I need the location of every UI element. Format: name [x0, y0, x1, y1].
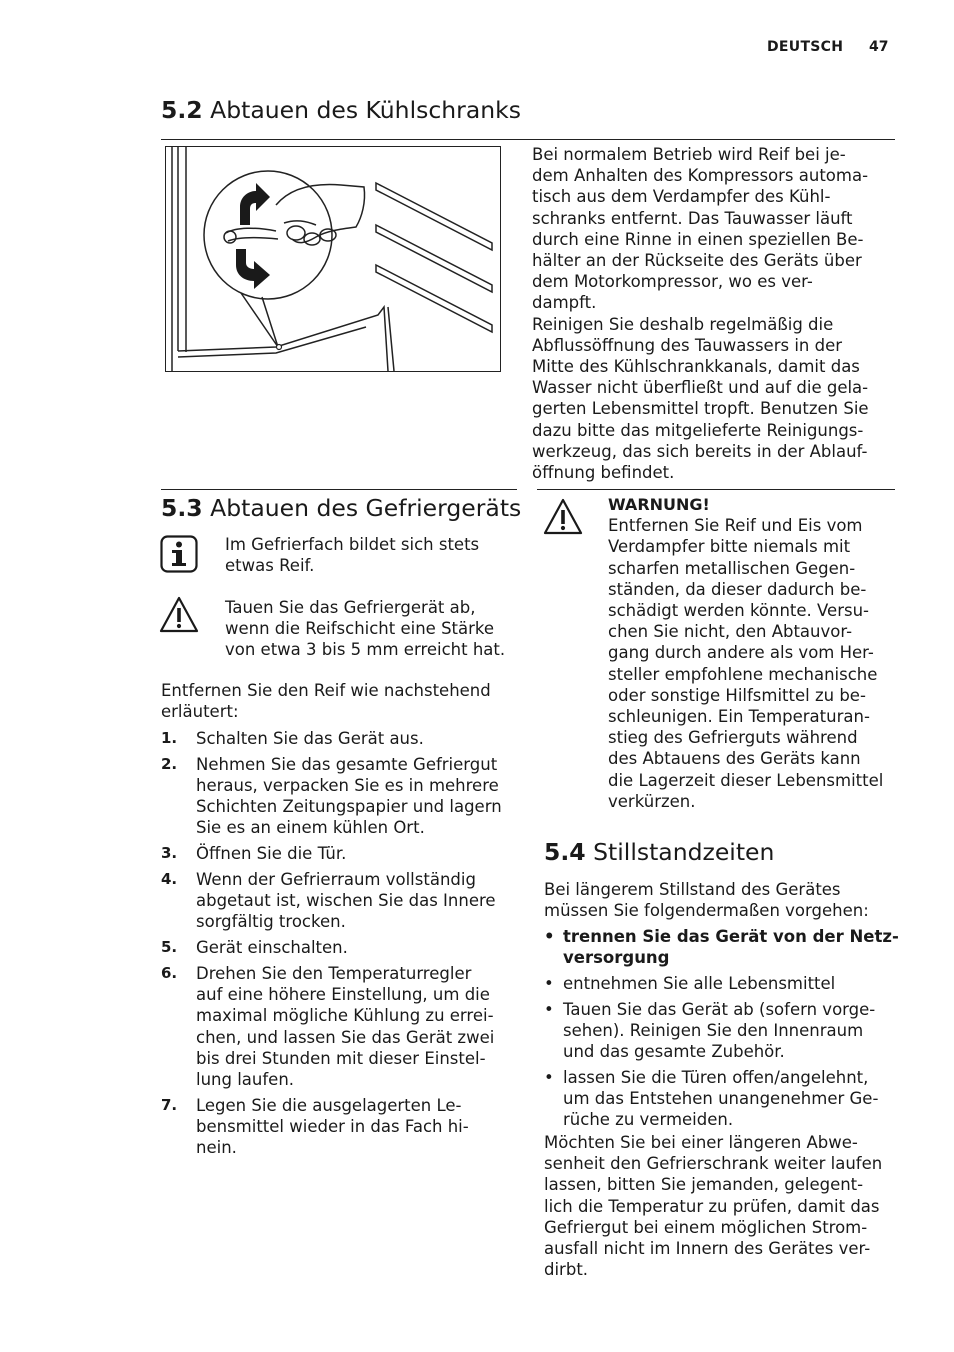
section-divider: [161, 139, 895, 140]
text-line: Im Gefrierfach bildet sich stets: [225, 535, 480, 554]
text-line: Abflussöffnung des Tauwassers in der: [532, 335, 843, 355]
step-number: 7.: [161, 1095, 178, 1114]
text-line: lassen, bitten Sie jemanden, gelegent-: [544, 1175, 864, 1195]
section-divider-left: [161, 489, 517, 490]
step-item: [161, 937, 523, 958]
defrost-illustration: [165, 146, 501, 372]
text-line: tisch aus dem Verdampfer des Kühl-: [532, 187, 831, 207]
step-item: [161, 843, 523, 864]
text-line: gerten Lebensmittel tropft. Benutzen Sie: [532, 399, 869, 419]
text-line: oder sonstige Hilfsmittel zu be-: [608, 685, 866, 705]
section-number: 5.4: [544, 838, 586, 866]
text-line: dem Motorkompressor, wo es ver-: [532, 272, 813, 292]
caution-triangle-icon: [159, 596, 199, 634]
defrost-steps-list: [161, 728, 523, 1163]
step-item: [161, 869, 523, 933]
text-line: chen Sie nicht, den Abtauvor-: [608, 622, 853, 642]
fridge-drain-cleaning-icon: [166, 147, 500, 371]
text-line: senheit den Gefrierschrank weiter laufen: [544, 1154, 883, 1174]
section-title: Stillstandzeiten: [593, 838, 775, 866]
step-item: [161, 728, 523, 749]
text-line: lich die Temperatur zu prüfen, damit das: [544, 1196, 880, 1216]
text-line: öffnung befindet.: [532, 463, 675, 483]
step-number: 2.: [161, 754, 178, 773]
text-line: des Abtauens des Geräts kann: [608, 749, 861, 769]
text-line: rüche zu vermeiden.: [563, 1110, 734, 1130]
text-line: auf eine höhere Einstellung, um die: [196, 985, 490, 1005]
section-number: 5.3: [161, 494, 203, 522]
text-line: • Tauen Sie das Gerät ab (sofern vorge-: [563, 999, 876, 1019]
step-number: 5.: [161, 938, 178, 957]
info-note-text: [225, 534, 515, 576]
text-line: versorgung: [563, 948, 670, 968]
text-line: Entfernen Sie Reif und Eis vom: [608, 516, 863, 536]
section-divider-right: [537, 489, 895, 490]
bullet-item: [544, 999, 904, 1063]
step-number: 1.: [161, 729, 178, 747]
text-line: • trennen Sie das Gerät von der Netz-: [563, 927, 899, 946]
text-line: dem Anhalten des Kompressors automa-: [532, 166, 869, 186]
step-item: [161, 1095, 523, 1159]
text-line: um das Entstehen unangenehmer Ge-: [563, 1089, 879, 1109]
text-line: sehen). Reinigen Sie den Innenraum: [563, 1021, 864, 1040]
text-line: schleunigen. Ein Temperaturan-: [608, 707, 870, 727]
section-title: Abtauen des Kühlschranks: [210, 96, 521, 124]
text-line: Reinigen Sie deshalb regelmäßig die: [532, 314, 834, 334]
text-line: Drehen Sie den Temperaturregler: [196, 964, 472, 983]
caution-note-text: [225, 597, 525, 661]
step-item: [161, 754, 523, 839]
text-line: verkürzen.: [608, 791, 696, 811]
text-line: chen, und lassen Sie das Gerät zwei: [196, 1027, 495, 1047]
text-line: Legen Sie die ausgelagerten Le-: [196, 1095, 462, 1115]
text-line: Tauen Sie das Gefriergerät ab,: [225, 598, 476, 617]
step-number: 3.: [161, 844, 178, 863]
text-line: Gerät einschalten.: [196, 938, 348, 958]
text-line: ausfall nicht im Innern des Gerätes ver-: [544, 1239, 871, 1259]
text-line: abgetaut ist, wischen Sie das Innere: [196, 891, 496, 911]
text-line: gang durch andere als vom Her-: [608, 643, 874, 663]
section-heading-5-2: [161, 96, 521, 124]
text-line: Verdampfer bitte niemals mit: [608, 537, 851, 557]
step-number: 4.: [161, 870, 178, 888]
text-line: scharfen metallischen Gegen-: [608, 558, 856, 578]
text-line: durch eine Rinne in einen speziellen Be-: [532, 229, 864, 249]
text-line: Nehmen Sie das gesamte Gefriergut: [196, 754, 498, 774]
section-heading-5-3: [161, 494, 521, 522]
text-line: schädigt werden könnte. Versu-: [608, 601, 869, 621]
text-line: Öffnen Sie die Tür.: [196, 844, 347, 864]
text-line: dazu bitte das mitgelieferte Reinigungs-: [532, 420, 864, 440]
text-line: Mitte des Kühlschrankkanals, damit das: [532, 357, 860, 377]
text-line: heraus, verpacken Sie es in mehrere: [196, 776, 499, 795]
section-heading-5-4: [544, 838, 774, 866]
section-title: Abtauen des Gefriergeräts: [210, 494, 522, 522]
text-line: und das gesamte Zubehör.: [563, 1042, 785, 1062]
text-line: müssen Sie folgendermaßen vorgehen:: [544, 901, 869, 921]
text-line: nein.: [196, 1138, 237, 1158]
info-icon: [160, 535, 198, 573]
text-line: bis drei Stunden mit dieser Einstel-: [196, 1048, 486, 1068]
section-number: 5.2: [161, 96, 203, 124]
warning-title: WARNUNG!: [608, 495, 710, 514]
text-line: Wasser nicht überfließt und auf die gela-: [532, 378, 869, 398]
bullet-item: [544, 1067, 904, 1131]
text-line: ständen, da dieser dadurch be-: [608, 579, 867, 599]
warning-triangle-icon: [543, 498, 583, 536]
text-line: • entnehmen Sie alle Lebensmittel: [563, 974, 836, 993]
text-line: erläutert:: [161, 702, 239, 722]
sec52-paragraph-2: [532, 314, 902, 484]
text-line: die Lagerzeit dieser Lebensmittel: [608, 770, 884, 790]
text-line: dampft.: [532, 293, 597, 313]
text-line: stieg des Gefrierguts während: [608, 728, 858, 748]
step-item: [161, 963, 523, 1090]
text-line: maximal mögliche Kühlung zu errei-: [196, 1006, 494, 1026]
text-line: von etwa 3 bis 5 mm erreicht hat.: [225, 640, 506, 660]
header-language: DEUTSCH: [767, 39, 844, 55]
text-line: Bei normalem Betrieb wird Reif bei je-: [532, 145, 846, 164]
sec54-intro: [544, 879, 904, 921]
page-number: 47: [869, 39, 889, 55]
bullet-item: [544, 973, 904, 994]
text-line: Schichten Zeitungspapier und lagern: [196, 797, 502, 817]
warning-text: [608, 515, 903, 812]
text-line: bensmittel wieder in das Fach hi-: [196, 1117, 469, 1137]
sec52-body: [532, 144, 902, 483]
sec53-intro: [161, 680, 521, 722]
text-line: sorgfältig trocken.: [196, 912, 346, 932]
sec54-outro: [544, 1132, 904, 1280]
text-line: hälter an der Rückseite des Geräts über: [532, 251, 862, 271]
text-line: Wenn der Gefrierraum vollständig: [196, 870, 476, 889]
text-line: dirbt.: [544, 1260, 589, 1280]
text-line: Möchten Sie bei einer längeren Abwe-: [544, 1133, 858, 1152]
text-line: Entfernen Sie den Reif wie nachstehend: [161, 681, 491, 700]
step-number: 6.: [161, 964, 178, 982]
text-line: werkzeug, das sich bereits in der Ablauf-: [532, 441, 868, 461]
text-line: Bei längerem Stillstand des Gerätes: [544, 880, 841, 899]
warning-block: [608, 494, 903, 812]
text-line: lung laufen.: [196, 1070, 295, 1090]
text-line: etwas Reif.: [225, 556, 315, 576]
text-line: wenn die Reifschicht eine Stärke: [225, 619, 495, 639]
bullet-item: [544, 926, 904, 968]
text-line: schranks entfernt. Das Tauwasser läuft: [532, 208, 853, 228]
text-line: Gefriergut bei einem möglichen Strom-: [544, 1217, 868, 1237]
text-line: • lassen Sie die Türen offen/angelehnt,: [563, 1068, 869, 1087]
text-line: Sie es an einem kühlen Ort.: [196, 818, 425, 838]
sec52-paragraph-1: [532, 144, 902, 314]
shutdown-bullet-list: [544, 926, 904, 1135]
text-line: steller empfohlene mechanische: [608, 664, 878, 684]
text-line: Schalten Sie das Gerät aus.: [196, 729, 424, 748]
